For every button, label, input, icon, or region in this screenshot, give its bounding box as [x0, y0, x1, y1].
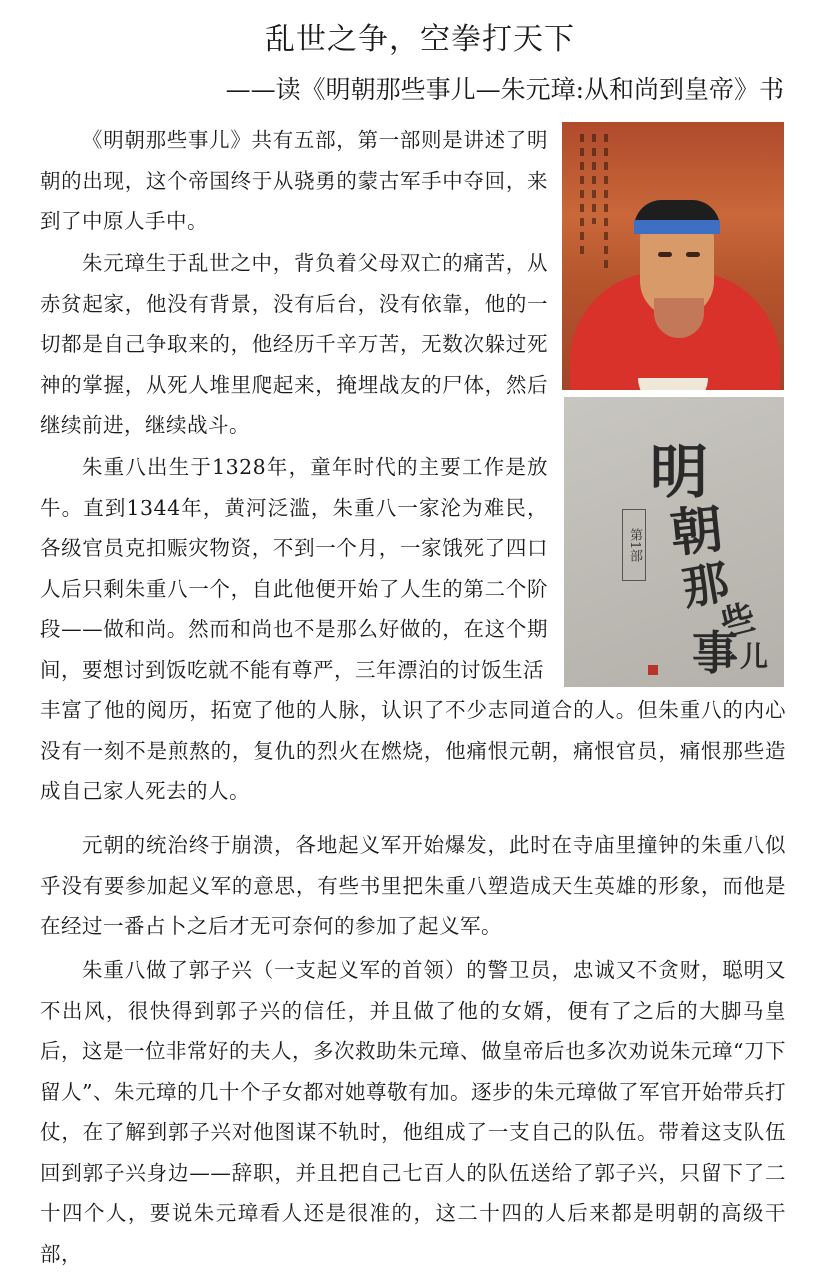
cover-title-char: 朝 [667, 498, 726, 565]
cover-title-char: 儿 [740, 640, 769, 673]
article-subtitle: ——读《明朝那些事儿—朱元璋:从和尚到皇帝》书 [225, 75, 784, 104]
cover-title-char: 明 [650, 438, 709, 506]
cover-title-char: 事 [692, 626, 738, 680]
paragraph-1: 《明朝那些事儿》共有五部，第一部则是讲述了明朝的出现，这个帝国终于从骁勇的蒙古军手中夺回，来到了中原人手中。 [40, 128, 548, 233]
paragraph-2: 朱元璋生于乱世之中，背负着父母双亡的痛苦，从赤贫起家，他没有背景，没有后台，没有依靠，他的一切都是自己争取来的，他经历千辛万苦，无数次躲过死神的掌握，从死人堆里爬起来，掩埋战友的尸体，然后继续前进，继续战斗。 [40, 251, 548, 437]
red-seal-stamp [648, 665, 658, 675]
paragraph-5: 朱重八做了郭子兴（一支起义军的首领）的警卫员，忠诚又不贪财，聪明又不出风，很快得到郭子兴的信任，并且做了他的女婿，便有了之后的大脚马皇后，这是一位非常好的夫人，多次救助朱元璋、做皇帝后也多次劝说朱元璋“刀下留人”、朱元璋的几十个子女都对她尊敬有加。逐步的朱元璋做了军官开始带兵打仗，在了解到郭子兴对他图谋不轨时，他组成了一支自己的队伍。带着这支队伍回到郭子兴身边——辞职，并且把自己七百人的队伍送给了郭子兴，只留下了二十四个人，要说朱元璋看人还是很准的，这二十四的人后来都是明朝的高级干部， [40, 958, 786, 1266]
calligraphy-column [604, 134, 608, 274]
zhu-yuanzhang-portrait-image [562, 122, 784, 390]
book-cover-image [564, 397, 784, 687]
blue-headband [634, 220, 720, 234]
calligraphy-column [592, 134, 596, 224]
right-eye [686, 252, 700, 257]
paragraph-3: 朱重八出生于1328年，童年时代的主要工作是放牛。直到1344年，黄河泛滥，朱重八一家沦为难民，各级官员克扣赈灾物资，不到一个月，一家饿死了四口人后只剩朱重八一个，自此他便开始了人生的第二个阶段——做和尚。然而和尚也不是那么好做的，在这个期间，要想讨到饭吃就不能有尊严，三年漂泊的讨饭生活 [40, 455, 548, 682]
cover-title-char: 那 [678, 554, 733, 616]
cover-title-char: 些 [716, 597, 760, 645]
calligraphy-column [580, 134, 584, 254]
paragraph-3-continued: 丰富了他的阅历，拓宽了他的人脉，认识了不少志同道合的人。但朱重八的内心没有一刻不是煎熬的，复仇的烈火在燃烧，他痛恨元朝，痛恨官员，痛恨那些造成自己家人死去的人。 [40, 698, 786, 803]
white-collar [638, 378, 708, 390]
left-eye [658, 252, 672, 257]
paragraph-4: 元朝的统治终于崩溃，各地起义军开始爆发，此时在寺庙里撞钟的朱重八似乎没有要参加起义军的意思，有些书里把朱重八塑造成天生英雄的形象，而他是在经过一番占卜之后才无可奈何的参加了起义军。 [40, 833, 786, 938]
cover-volume-label: 第1部 [622, 509, 646, 581]
article-title: 乱世之争，空拳打天下 [265, 22, 575, 57]
